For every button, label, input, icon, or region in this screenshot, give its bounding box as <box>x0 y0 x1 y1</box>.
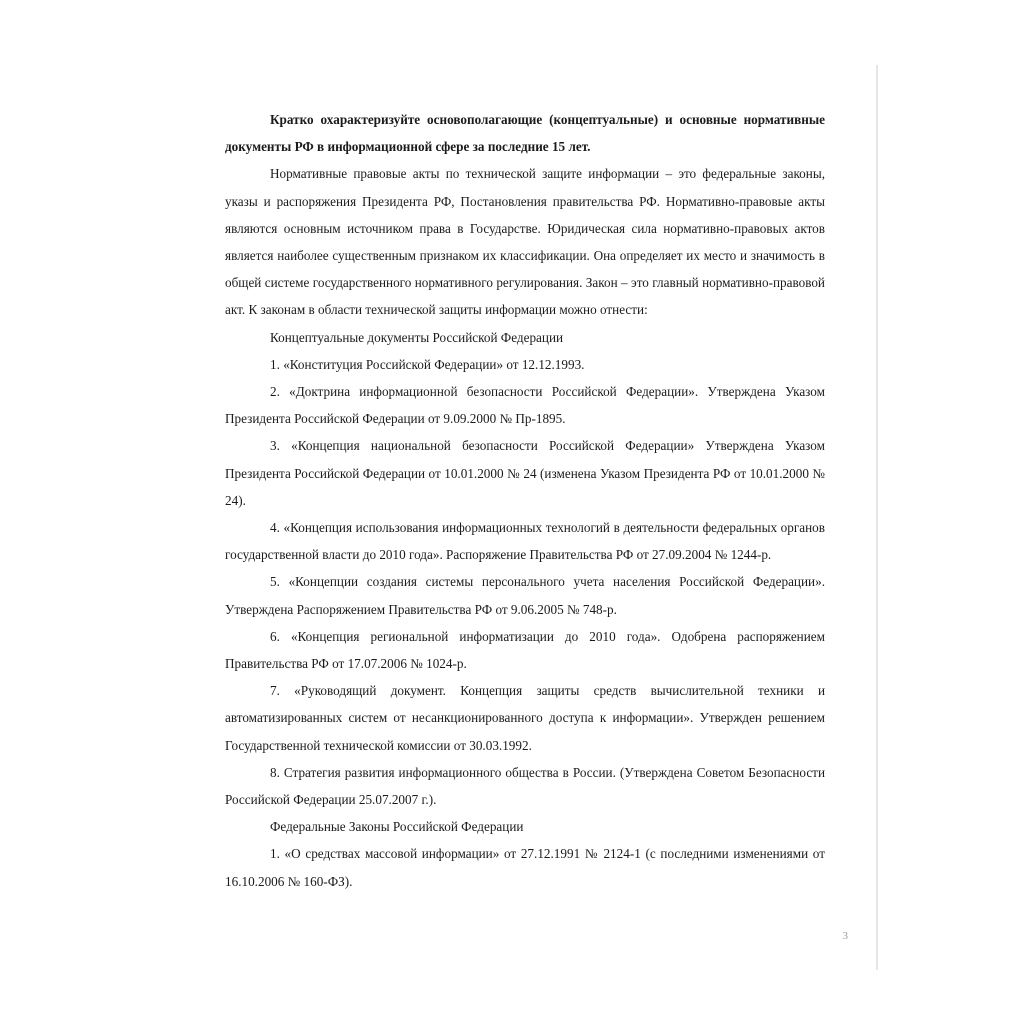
page-edge-rule <box>876 65 878 970</box>
list-item: 4. «Концепция использования информационных технологий в деятельности федеральных органов государственной власти до 2010 года». Распоряжение Правительства РФ от 27.09.2004 № 1244-р. <box>225 520 825 563</box>
list-item: 1. «Конституция Российской Федерации» от 12.12.1993. <box>270 356 585 372</box>
list-item: 3. «Концепция национальной безопасности Российской Федерации» Утверждена Указом Президента Российской Федерации от 10.01.2000 № 24 (изменена Указом Президента РФ от 10.01.2000 № 24). <box>225 438 825 508</box>
document-text-column <box>225 106 825 895</box>
intro-paragraph: Нормативные правовые акты по технической защите информации – это федеральные законы, указы и распоряжения Президента РФ, Постановления правительства РФ. Нормативно-правовые акты являются основным источником права в Государстве. Юридическая сила нормативно-правовых актов является наиболее существенным признаком их классификации. Она определяет их место и значимость в общей системе государственного нормативного регулирования. Закон – это главный нормативно-правовой акт. К законам в области технической защиты информации можно отнести: <box>225 166 825 318</box>
section-two-title: Федеральные Законы Российской Федерации <box>270 819 524 835</box>
list-item: 6. «Концепция региональной информатизации до 2010 года». Одобрена распоряжением Правительства РФ от 17.07.2006 № 1024-р. <box>225 628 825 672</box>
list-item: 1. «О средствах массовой информации» от 27.12.1991 № 2124-1 (с последними изменениями от 16.10.2006 № 160-ФЗ). <box>225 846 825 889</box>
page-number: 3 <box>842 930 848 942</box>
list-item: 5. «Концепции создания системы персонального учета населения Российской Федерации». Утверждена Распоряжением Правительства РФ от 9.06.2005 № 748-р. <box>225 574 825 617</box>
list-item: 8. Стратегия развития информационного общества в России. (Утверждена Советом Безопасности Российской Федерации 25.07.2007 г.). <box>225 764 825 808</box>
list-item: 7. «Руководящий документ. Концепция защиты средств вычислительной техники и автоматизированных систем от несанкционированного доступа к информации». Утвержден решением Государственной технической комиссии от 30.03.1992. <box>225 683 825 753</box>
section-one-title: Концептуальные документы Российской Федерации <box>270 329 564 345</box>
document-heading: Кратко охарактеризуйте основополагающие (концептуальные) и основные нормативные документы РФ в информационной сфере за последние 15 лет. <box>225 112 825 155</box>
list-item: 2. «Доктрина информационной безопасности Российской Федерации». Утверждена Указом Президента Российской Федерации от 9.09.2000 № Пр-1895. <box>225 384 825 427</box>
